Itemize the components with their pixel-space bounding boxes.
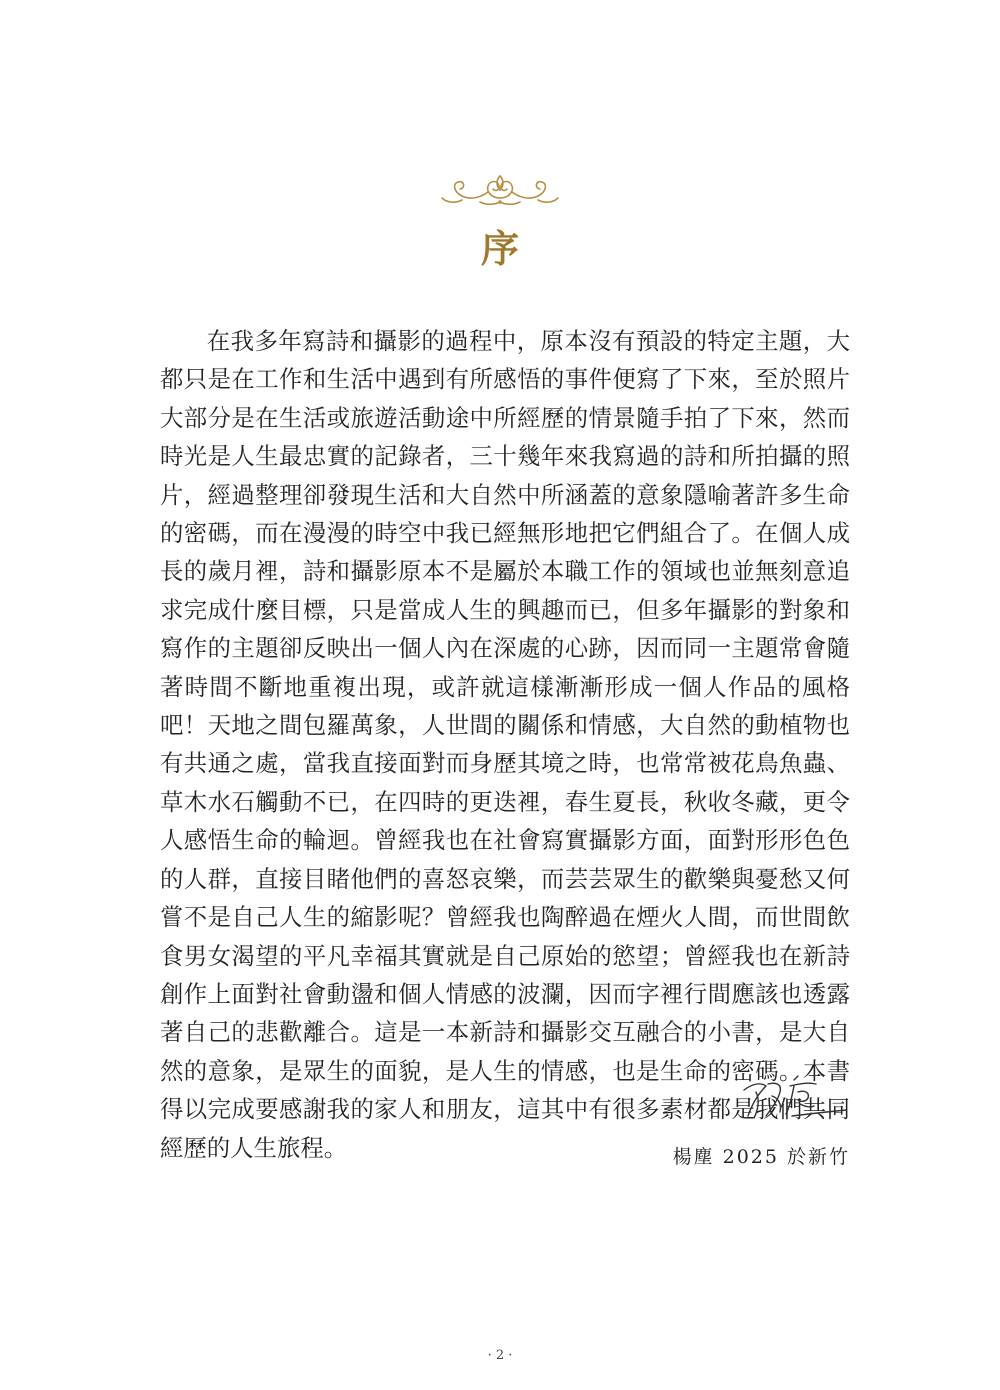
handwritten-signature [738, 1070, 850, 1122]
page-number: · 2 · [487, 1348, 513, 1363]
page-title: 序 [480, 226, 519, 271]
flourish-ornament-icon [440, 168, 560, 210]
author-signature-line: 楊塵 2025 於新竹 [672, 1146, 850, 1168]
preface-paragraph: 在我多年寫詩和攝影的過程中，原本沒有預設的特定主題，大都只是在工作和生活中遇到有所感悟的事件便寫了下來，至於照片大部分是在生活或旅遊活動途中所經歷的情景隨手拍了下來，然而時光是人生最忠實的記錄者，三十幾年來我寫過的詩和所拍攝的照片，經過整理卻發現生活和大自然中所涵蓋的意象隱喻著許多生命的密碼，而在漫漫的時空中我已經無形地把它們組合了。在個人成長的歲月裡，詩和攝影原本不是屬於本職工作的領域也並無刻意追求完成什麼目標，只是當成人生的興趣而已，但多年攝影的對象和寫作的主題卻反映出一個人內在深處的心跡，因而同一主題常會隨著時間不斷地重複出現，或許就這樣漸漸形成一個人作品的風格吧！天地之間包羅萬象，人世間的關係和情感，大自然的動植物也有共通之處，當我直接面對而身歷其境之時，也常常被花鳥魚蟲、草木水石觸動不已，在四時的更迭裡，春生夏長，秋收冬藏，更令人感悟生命的輪迴。曾經我也在社會寫實攝影方面，面對形形色色的人群，直接目睹他們的喜怒哀樂，而芸芸眾生的歡樂與憂愁又何嘗不是自己人生的縮影呢？曾經我也陶醉過在煙火人間，而世間飲食男女渴望的平凡幸福其實就是自己原始的慾望；曾經我也在新詩創作上面對社會動盪和個人情感的波瀾，因而字裡行間應該也透露著自己的悲歡離合。這是一本新詩和攝影交互融合的小書，是大自然的意象，是眾生的面貌，是人生的情感，也是生命的密碼。本書得以完成要感謝我的家人和朋友，這其中有很多素材都是我們共同經歷的人生旅程。 [160, 327, 850, 1162]
